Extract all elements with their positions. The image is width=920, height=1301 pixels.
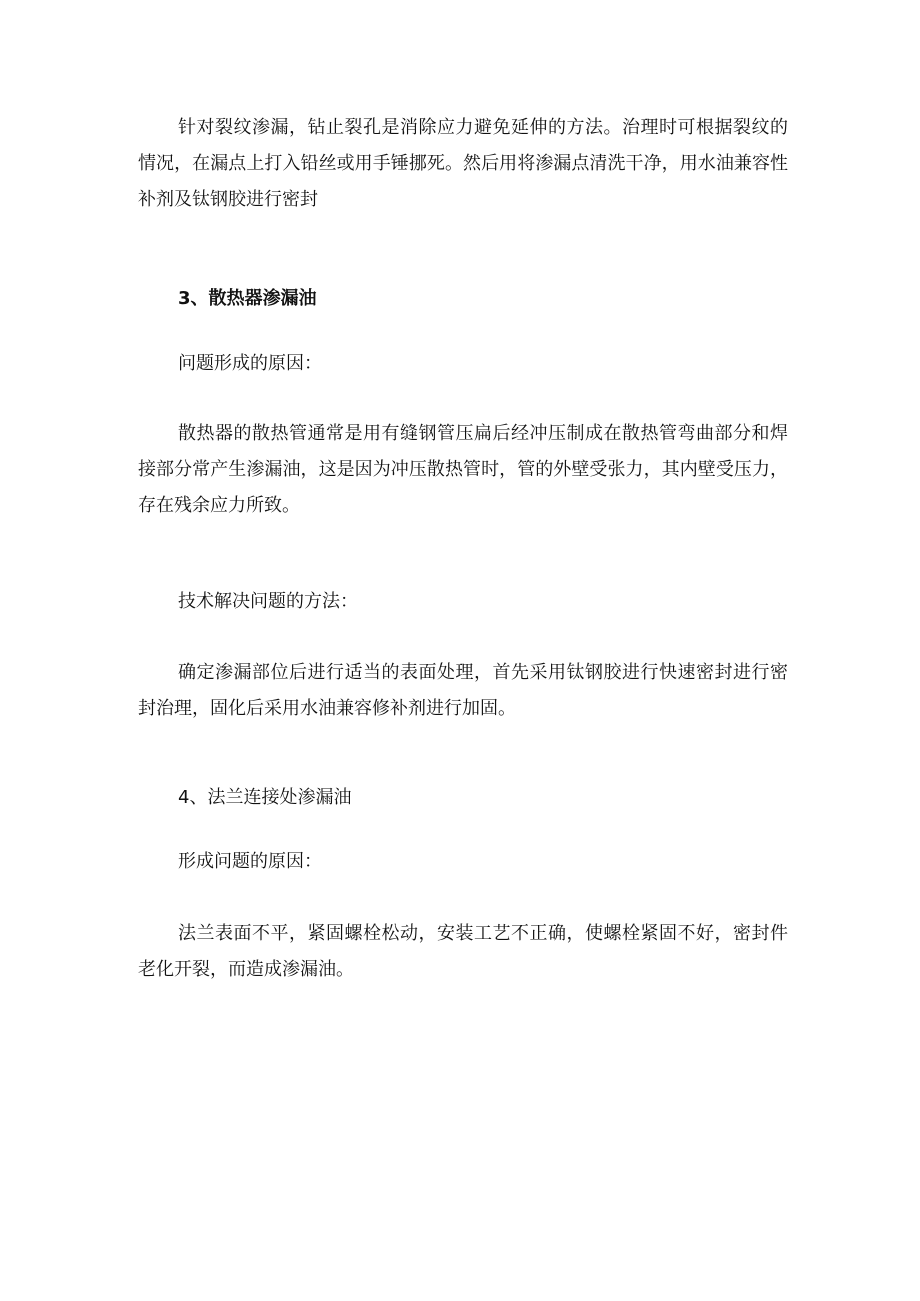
label-solution-method: 技术解决问题的方法： (178, 591, 358, 612)
paragraph-flange-cause: 法兰表面不平，紧固螺栓松动，安装工艺不正确，使螺栓紧固不好，密封件老化开裂，而造成渗漏油。 (138, 923, 788, 980)
label-problem-cause: 问题形成的原因： (178, 353, 322, 374)
label-flange-problem-cause: 形成问题的原因： (178, 851, 322, 872)
section-heading-flange-leak: 4、法兰连接处渗漏油 (178, 787, 352, 808)
section-heading-radiator-leak: 3、散热器渗漏油 (178, 288, 317, 309)
paragraph-radiator-solution: 确定渗漏部位后进行适当的表面处理，首先采用钛钢胶进行快速密封进行密封治理，固化后采用水油兼容修补剂进行加固。 (138, 662, 788, 719)
paragraph-radiator-cause: 散热器的散热管通常是用有缝钢管压扁后经冲压制成在散热管弯曲部分和焊接部分常产生渗漏油，这是因为冲压散热管时，管的外壁受张力，其内壁受压力，存在残余应力所致。 (138, 423, 788, 516)
paragraph-crack-leak-method: 针对裂纹渗漏，钻止裂孔是消除应力避免延伸的方法。治理时可根据裂纹的情况，在漏点上打入铅丝或用手锤挪死。然后用将渗漏点清洗干净，用水油兼容性补剂及钛钢胶进行密封 (138, 117, 788, 210)
